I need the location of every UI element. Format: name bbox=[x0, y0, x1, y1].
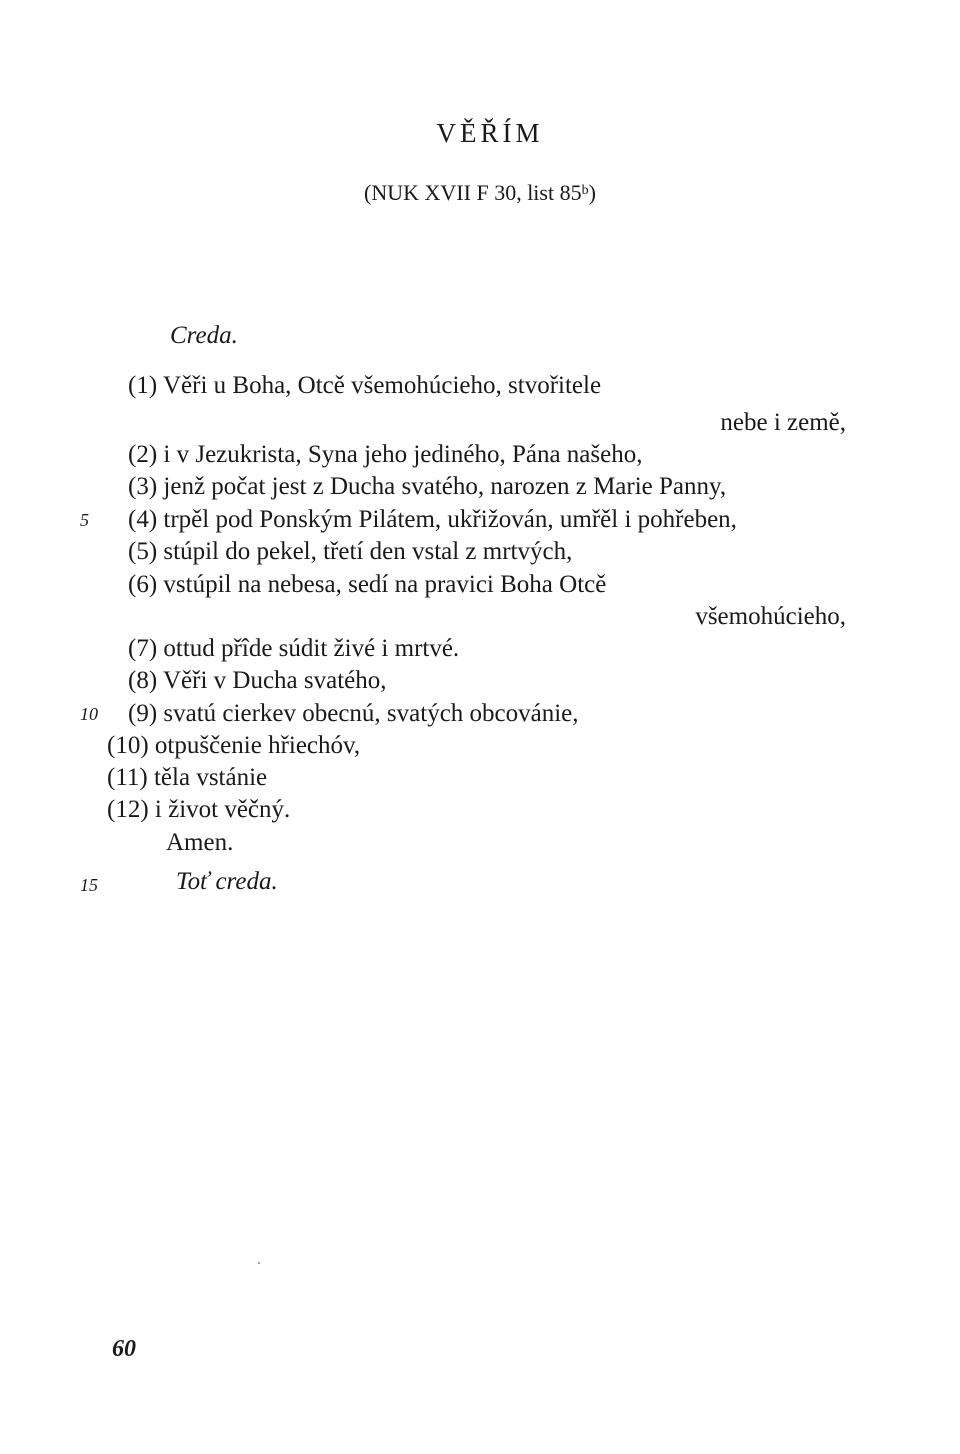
text-line bbox=[128, 666, 387, 696]
text-line bbox=[107, 763, 267, 793]
text-line bbox=[107, 795, 290, 825]
line-number-margin: 15 bbox=[80, 875, 98, 895]
closing-line: Toť creda. bbox=[176, 868, 278, 895]
line-text: i život věčný. bbox=[154, 796, 291, 823]
text-line bbox=[128, 634, 459, 664]
article-number: (1) bbox=[128, 372, 158, 399]
line-text: i v Jezukrista, Syna jeho jediného, Pána našeho, bbox=[163, 441, 643, 468]
text-line bbox=[107, 731, 360, 761]
line-text: těla vstánie bbox=[153, 764, 268, 791]
article-number: (3) bbox=[128, 473, 158, 500]
source-reference-close: ) bbox=[588, 180, 596, 205]
article-number: (9) bbox=[128, 700, 158, 727]
source-reference bbox=[0, 180, 960, 206]
line-text: stúpil do pekel, třetí den vstal z mrtvých, bbox=[163, 538, 573, 565]
line-number-margin: 10 bbox=[80, 704, 98, 724]
text-line-continuation: všemohúcieho, bbox=[695, 603, 846, 630]
text-line-continuation: nebe i země, bbox=[720, 409, 846, 436]
text-line bbox=[128, 570, 606, 600]
article-number: (6) bbox=[128, 571, 158, 598]
text-line bbox=[128, 505, 737, 535]
article-number: (5) bbox=[128, 538, 158, 565]
text-line bbox=[128, 699, 579, 729]
text-line bbox=[128, 537, 572, 567]
text-line bbox=[128, 472, 726, 502]
line-text: jenž počat jest z Ducha svatého, narozen z Marie Panny, bbox=[163, 473, 727, 500]
line-text: svatú cierkev obecnú, svatých obcovánie, bbox=[163, 700, 579, 727]
line-text: Věři u Boha, Otcě všemohúcieho, stvořitele bbox=[162, 372, 602, 399]
article-number: (7) bbox=[128, 635, 158, 662]
article-number: (8) bbox=[128, 667, 158, 694]
line-text: Věři v Ducha svatého, bbox=[162, 667, 387, 694]
article-number: (11) bbox=[107, 764, 148, 791]
page-title: VĚŘÍM bbox=[436, 118, 544, 148]
line-text: otpuščenie hřiechóv, bbox=[154, 732, 361, 759]
article-number: (10) bbox=[107, 732, 149, 759]
scan-speck bbox=[258, 1262, 260, 1264]
text-line bbox=[128, 440, 642, 470]
source-superscript: b bbox=[581, 183, 589, 198]
article-number: (2) bbox=[128, 441, 158, 468]
line-text: trpěl pod Ponským Pilátem, ukřižován, umřěl i pohřeben, bbox=[163, 506, 737, 533]
text-line-amen: Amen. bbox=[166, 829, 234, 856]
source-reference-text: (NUK XVII F 30, list 85 bbox=[364, 180, 582, 205]
line-text: vstúpil na nebesa, sedí na pravici Boha Otcě bbox=[163, 571, 607, 598]
page-number: 60 bbox=[112, 1336, 136, 1362]
text-heading: Creda. bbox=[170, 322, 238, 349]
article-number: (12) bbox=[107, 796, 149, 823]
article-number: (4) bbox=[128, 506, 158, 533]
text-line bbox=[128, 371, 601, 401]
line-number-margin: 5 bbox=[80, 510, 89, 530]
line-text: ottud přîde súdit živé i mrtvé. bbox=[163, 635, 460, 662]
